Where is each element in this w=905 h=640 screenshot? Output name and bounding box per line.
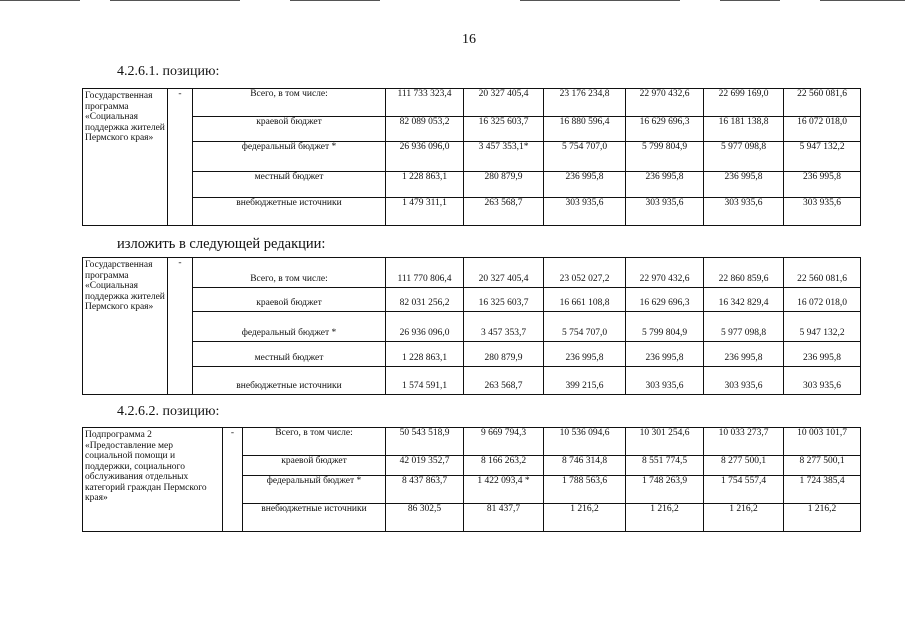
amount-cell: 20 327 405,4 <box>464 89 544 117</box>
amount-cell: 86 302,5 <box>386 504 464 532</box>
table-row <box>83 288 861 312</box>
section1-body <box>83 89 861 226</box>
amount-cell: 8 746 314,8 <box>544 456 626 476</box>
amount-cell: 16 072 018,0 <box>784 117 861 142</box>
amount-cell: 22 560 081,6 <box>784 258 861 288</box>
amount-cell: 236 995,8 <box>704 342 784 367</box>
program-name: Государственная программа «Социальная поддержка жителей Пермского края» <box>83 258 168 395</box>
amount-cell: 111 733 323,4 <box>386 89 464 117</box>
amount-cell: 16 325 603,7 <box>464 117 544 142</box>
amount-cell: 236 995,8 <box>544 172 626 198</box>
funding-source-label: местный бюджет <box>193 342 386 367</box>
amount-cell: 280 879,9 <box>464 342 544 367</box>
amount-cell: 236 995,8 <box>784 342 861 367</box>
program-name: Государственная программа «Социальная поддержка жителей Пермского края» <box>83 89 168 226</box>
amount-cell: 303 935,6 <box>626 198 704 226</box>
amount-cell: 111 770 806,4 <box>386 258 464 288</box>
amount-cell: 1 724 385,4 <box>784 476 861 504</box>
funding-source-label: Всего, в том числе: <box>243 428 386 456</box>
amount-cell: 3 457 353,1* <box>464 142 544 172</box>
funding-source-label: Всего, в том числе: <box>193 258 386 288</box>
funding-source-label: внебюджетные источники <box>193 367 386 395</box>
amount-cell: 1 479 311,1 <box>386 198 464 226</box>
amount-cell: 1 422 093,4 * <box>464 476 544 504</box>
section3-heading: 4.2.6.2. позицию: <box>117 404 220 419</box>
amount-cell: 10 301 254,6 <box>626 428 704 456</box>
amount-cell: 9 669 794,3 <box>464 428 544 456</box>
amount-cell: 399 215,6 <box>544 367 626 395</box>
amount-cell: 236 995,8 <box>626 172 704 198</box>
amount-cell: 10 033 273,7 <box>704 428 784 456</box>
amount-cell: 5 754 707,0 <box>544 142 626 172</box>
table-row <box>83 342 861 367</box>
funding-source-label: федеральный бюджет * <box>243 476 386 504</box>
amount-cell: 16 181 138,8 <box>704 117 784 142</box>
amount-cell: 263 568,7 <box>464 367 544 395</box>
amount-cell: 303 935,6 <box>544 198 626 226</box>
amount-cell: 5 947 132,2 <box>784 312 861 342</box>
amount-cell: 81 437,7 <box>464 504 544 532</box>
table-row <box>83 258 861 288</box>
table-row <box>83 117 861 142</box>
amount-cell: 1 228 863,1 <box>386 172 464 198</box>
amount-cell: 50 543 518,9 <box>386 428 464 456</box>
amount-cell: 26 936 096,0 <box>386 312 464 342</box>
amount-cell: 42 019 352,7 <box>386 456 464 476</box>
executor-dash: - <box>223 428 243 532</box>
amount-cell: 8 277 500,1 <box>784 456 861 476</box>
amount-cell: 1 574 591,1 <box>386 367 464 395</box>
section2-table <box>82 257 861 395</box>
amount-cell: 3 457 353,7 <box>464 312 544 342</box>
amount-cell: 5 799 804,9 <box>626 142 704 172</box>
amount-cell: 1 216,2 <box>544 504 626 532</box>
executor-dash: - <box>168 258 193 395</box>
amount-cell: 5 947 132,2 <box>784 142 861 172</box>
amount-cell: 280 879,9 <box>464 172 544 198</box>
amount-cell: 16 661 108,8 <box>544 288 626 312</box>
amount-cell: 8 551 774,5 <box>626 456 704 476</box>
amount-cell: 16 880 596,4 <box>544 117 626 142</box>
amount-cell: 22 970 432,6 <box>626 89 704 117</box>
amount-cell: 16 325 603,7 <box>464 288 544 312</box>
amount-cell: 5 799 804,9 <box>626 312 704 342</box>
amount-cell: 23 176 234,8 <box>544 89 626 117</box>
table-row <box>83 312 861 342</box>
amount-cell: 5 977 098,8 <box>704 142 784 172</box>
table-row <box>83 142 861 172</box>
funding-source-label: краевой бюджет <box>243 456 386 476</box>
amount-cell: 303 935,6 <box>784 367 861 395</box>
table-row <box>83 428 861 456</box>
funding-source-label: Всего, в том числе: <box>193 89 386 117</box>
amount-cell: 236 995,8 <box>626 342 704 367</box>
amount-cell: 236 995,8 <box>784 172 861 198</box>
amount-cell: 8 277 500,1 <box>704 456 784 476</box>
amount-cell: 8 166 263,2 <box>464 456 544 476</box>
amount-cell: 1 216,2 <box>626 504 704 532</box>
funding-source-label: федеральный бюджет * <box>193 312 386 342</box>
amount-cell: 16 629 696,3 <box>626 288 704 312</box>
funding-source-label: местный бюджет <box>193 172 386 198</box>
amount-cell: 10 003 101,7 <box>784 428 861 456</box>
amount-cell: 22 699 169,0 <box>704 89 784 117</box>
amount-cell: 303 935,6 <box>784 198 861 226</box>
amount-cell: 20 327 405,4 <box>464 258 544 288</box>
program-name: Подпрограмма 2 «Предоставление мер социальной помощи и поддержки, социального обслуживания отдельных категорий граждан Пермского края» <box>83 428 223 532</box>
amount-cell: 16 342 829,4 <box>704 288 784 312</box>
section1-table <box>82 88 861 226</box>
funding-source-label: федеральный бюджет * <box>193 142 386 172</box>
mid-heading: изложить в следующей редакции: <box>117 236 326 252</box>
section3-body <box>83 428 861 532</box>
amount-cell: 82 089 053,2 <box>386 117 464 142</box>
amount-cell: 26 936 096,0 <box>386 142 464 172</box>
table-row <box>83 198 861 226</box>
amount-cell: 82 031 256,2 <box>386 288 464 312</box>
amount-cell: 303 935,6 <box>704 367 784 395</box>
amount-cell: 5 977 098,8 <box>704 312 784 342</box>
funding-source-label: внебюджетные источники <box>193 198 386 226</box>
funding-source-label: краевой бюджет <box>193 117 386 142</box>
section3-table <box>82 427 861 532</box>
amount-cell: 236 995,8 <box>704 172 784 198</box>
page-top-edge <box>0 0 905 2</box>
page-number: 16 <box>462 32 476 47</box>
amount-cell: 1 228 863,1 <box>386 342 464 367</box>
funding-source-label: краевой бюджет <box>193 288 386 312</box>
amount-cell: 22 560 081,6 <box>784 89 861 117</box>
amount-cell: 303 935,6 <box>626 367 704 395</box>
amount-cell: 8 437 863,7 <box>386 476 464 504</box>
amount-cell: 1 754 557,4 <box>704 476 784 504</box>
amount-cell: 1 216,2 <box>784 504 861 532</box>
amount-cell: 303 935,6 <box>704 198 784 226</box>
amount-cell: 10 536 094,6 <box>544 428 626 456</box>
table-row <box>83 367 861 395</box>
amount-cell: 1 748 263,9 <box>626 476 704 504</box>
amount-cell: 16 629 696,3 <box>626 117 704 142</box>
funding-source-label: внебюджетные источники <box>243 504 386 532</box>
table-row <box>83 89 861 117</box>
amount-cell: 23 052 027,2 <box>544 258 626 288</box>
executor-dash: - <box>168 89 193 226</box>
section1-heading: 4.2.6.1. позицию: <box>117 64 220 79</box>
amount-cell: 1 788 563,6 <box>544 476 626 504</box>
table-row <box>83 172 861 198</box>
amount-cell: 5 754 707,0 <box>544 312 626 342</box>
amount-cell: 16 072 018,0 <box>784 288 861 312</box>
amount-cell: 1 216,2 <box>704 504 784 532</box>
amount-cell: 22 860 859,6 <box>704 258 784 288</box>
amount-cell: 22 970 432,6 <box>626 258 704 288</box>
section2-body <box>83 258 861 395</box>
amount-cell: 236 995,8 <box>544 342 626 367</box>
amount-cell: 263 568,7 <box>464 198 544 226</box>
